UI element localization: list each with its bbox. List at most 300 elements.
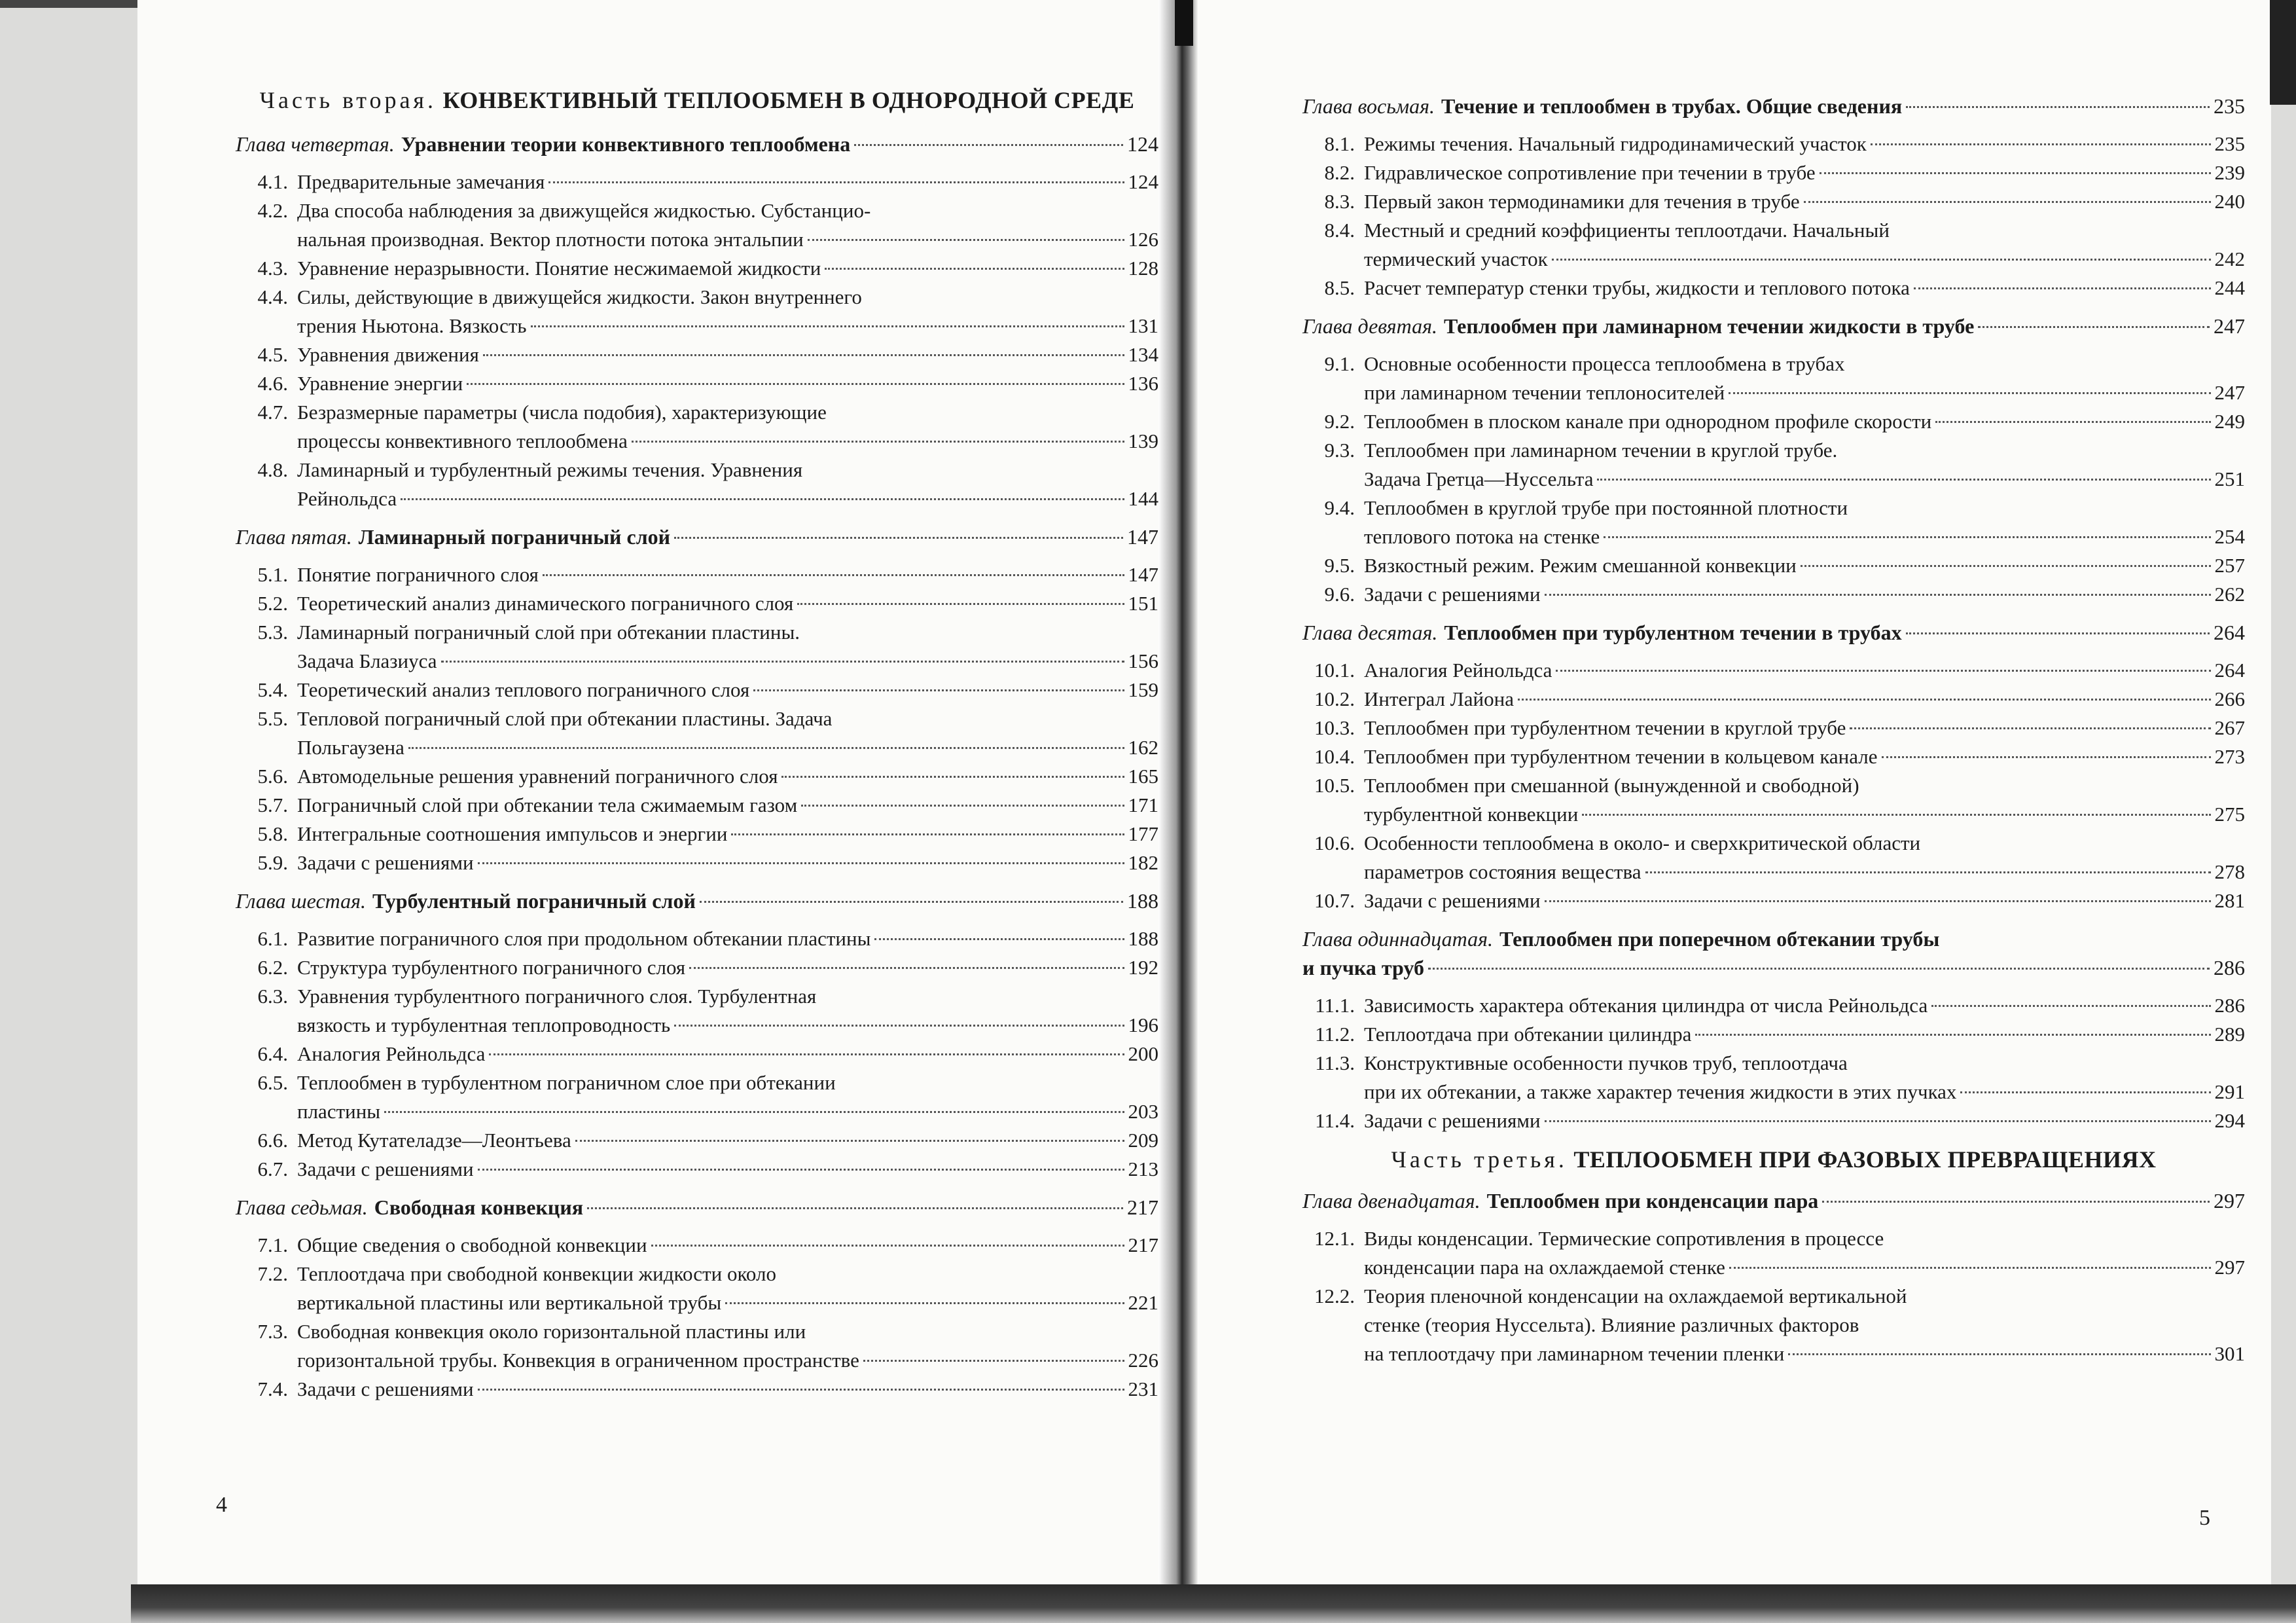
section-text xyxy=(297,1126,1158,1155)
section-number: 6.5. xyxy=(257,1071,288,1094)
dot-leader xyxy=(808,239,1124,241)
toc-entry xyxy=(1302,350,2245,407)
section-line xyxy=(297,848,1158,877)
section-number: 4.6. xyxy=(257,372,288,395)
section-text xyxy=(1364,656,2245,685)
dot-leader xyxy=(1882,756,2211,758)
section-title: на теплоотдачу при ламинарном течении пленки xyxy=(1364,1342,1785,1365)
section-text xyxy=(297,1068,1158,1126)
dot-leader xyxy=(401,498,1124,500)
section-line xyxy=(297,618,1158,647)
section-title: Задача Блазиуса xyxy=(297,649,437,672)
section-title: Теплоотдача при обтекании цилиндра xyxy=(1364,1023,1692,1046)
book-spine xyxy=(1158,0,1198,1623)
section-line xyxy=(297,1155,1158,1184)
section-page: 147 xyxy=(1128,563,1158,586)
section-number: 5.3. xyxy=(257,621,288,644)
toc-entry xyxy=(236,254,1158,283)
chapter-title: Уравнении теории конвективного теплообмена xyxy=(401,132,851,156)
section-page: 128 xyxy=(1128,257,1158,280)
chapter-title: Теплообмен при конденсации пара xyxy=(1486,1189,1819,1213)
section-line xyxy=(297,456,1158,484)
section-line xyxy=(1364,494,2245,522)
section-number: 8.2. xyxy=(1324,161,1355,184)
chapter-label: Глава шестая. xyxy=(236,889,367,913)
left-page xyxy=(137,0,1172,1584)
section-line xyxy=(297,1346,1158,1375)
section-number: 4.2. xyxy=(257,199,288,222)
dot-leader xyxy=(587,1207,1123,1209)
chapter-label: Глава восьмая. xyxy=(1302,94,1435,118)
dot-leader xyxy=(478,862,1124,864)
toc-entry xyxy=(1302,551,2245,580)
section-line xyxy=(1364,187,2245,216)
chapter-block xyxy=(1302,312,2245,609)
section-line xyxy=(1364,1049,2245,1078)
section-line xyxy=(297,369,1158,398)
section-number: 8.5. xyxy=(1324,276,1355,299)
section-text xyxy=(297,820,1158,848)
section-number: 4.5. xyxy=(257,343,288,366)
dot-leader xyxy=(384,1111,1124,1113)
section-text xyxy=(1364,494,2245,551)
section-title: при их обтекании, а также характер течения жидкости в этих пучках xyxy=(1364,1080,1957,1103)
dot-leader xyxy=(689,967,1124,969)
section-number: 5.4. xyxy=(257,678,288,701)
dot-leader xyxy=(467,383,1124,385)
section-title: Местный и средний коэффициенты теплоотдачи. Начальный xyxy=(1364,219,1890,242)
section-page: 278 xyxy=(2214,860,2245,883)
toc-entry xyxy=(236,1126,1158,1155)
section-line xyxy=(1364,685,2245,714)
toc-entry xyxy=(1302,1224,2245,1282)
section-line xyxy=(297,340,1158,369)
section-line xyxy=(1364,407,2245,436)
section-title: Уравнение энергии xyxy=(297,372,463,395)
toc-entry xyxy=(236,1231,1158,1260)
toc-entry xyxy=(236,820,1158,848)
chapter-page: 217 xyxy=(1127,1195,1158,1219)
section-page: 281 xyxy=(2214,889,2245,912)
section-line xyxy=(297,225,1158,254)
toc-entry xyxy=(1302,158,2245,187)
dot-leader xyxy=(674,1025,1124,1027)
section-page: 200 xyxy=(1128,1042,1158,1065)
section-title: турбулентной конвекции xyxy=(1364,803,1579,826)
section-line xyxy=(297,1375,1158,1404)
section-title: Гидравлическое сопротивление при течении в трубе xyxy=(1364,161,1816,184)
right-toc xyxy=(1302,92,2245,1377)
section-title: Теплообмен в плоском канале при однородном профиле скорости xyxy=(1364,410,1932,433)
section-number: 10.7. xyxy=(1314,889,1355,912)
section-number: 5.5. xyxy=(257,707,288,730)
section-title: конденсации пара на охлаждаемой стенке xyxy=(1364,1256,1725,1279)
dot-leader xyxy=(408,747,1124,749)
section-text xyxy=(297,1375,1158,1404)
section-page: 126 xyxy=(1128,228,1158,251)
section-page: 162 xyxy=(1128,736,1158,759)
section-number: 5.6. xyxy=(257,765,288,788)
dot-leader xyxy=(1804,201,2211,203)
section-title: Интеграл Лайона xyxy=(1364,687,1514,710)
part-three-heading xyxy=(1302,1144,2245,1175)
dot-leader xyxy=(1801,565,2211,567)
section-title: Теплообмен при ламинарном течении в круглой трубе. xyxy=(1364,439,1838,462)
section-number: 10.2. xyxy=(1314,687,1355,710)
section-title: Виды конденсации. Термические сопротивления в процессе xyxy=(1364,1227,1884,1250)
left-chapters xyxy=(236,130,1158,1404)
section-text xyxy=(1364,886,2245,915)
section-line xyxy=(297,733,1158,762)
dot-leader xyxy=(1695,1034,2210,1036)
toc-entry xyxy=(1302,494,2245,551)
section-line xyxy=(1364,216,2245,245)
section-number: 7.1. xyxy=(257,1233,288,1256)
section-number: 10.1. xyxy=(1314,659,1355,682)
dot-leader xyxy=(1597,479,2210,481)
chapter-block xyxy=(236,886,1158,1184)
section-page: 294 xyxy=(2214,1109,2245,1132)
section-title: Пограничный слой при обтекании тела сжимаемым газом xyxy=(297,793,798,816)
section-text xyxy=(297,953,1158,982)
dot-leader xyxy=(651,1245,1124,1247)
section-page: 209 xyxy=(1128,1129,1158,1152)
section-page: 134 xyxy=(1128,343,1158,366)
toc-entry xyxy=(1302,714,2245,742)
chapter-block xyxy=(1302,618,2245,915)
dot-leader xyxy=(825,268,1124,270)
spine-dark-mark xyxy=(1175,0,1193,46)
chapter-page: 188 xyxy=(1127,889,1158,913)
section-line xyxy=(1364,465,2245,494)
section-page: 231 xyxy=(1128,1377,1158,1400)
scan-bottom-band xyxy=(131,1584,2296,1623)
section-text xyxy=(1364,1020,2245,1049)
section-number: 11.2. xyxy=(1315,1023,1355,1046)
section-text xyxy=(297,1040,1158,1068)
section-number: 8.3. xyxy=(1324,190,1355,213)
section-title: Режимы течения. Начальный гидродинамический участок xyxy=(1364,132,1867,155)
section-number: 5.8. xyxy=(257,822,288,845)
section-text xyxy=(1364,685,2245,714)
part-label: Часть третья. xyxy=(1391,1146,1568,1173)
section-title: трения Ньютона. Вязкость xyxy=(297,314,527,337)
dot-leader xyxy=(548,181,1124,183)
section-number: 9.3. xyxy=(1324,439,1355,462)
dot-leader xyxy=(1545,900,2211,902)
section-title: стенке (теория Нуссельта). Влияние различных факторов xyxy=(1364,1313,1859,1336)
chapter-title: Теплообмен при поперечном обтекании трубы xyxy=(1499,927,1940,951)
section-title: Два способа наблюдения за движущейся жидкостью. Субстанцио- xyxy=(297,199,871,222)
section-line xyxy=(1364,886,2245,915)
dot-leader xyxy=(441,661,1124,663)
toc-entry xyxy=(1302,436,2245,494)
section-line xyxy=(297,820,1158,848)
section-title: Теплообмен при смешанной (вынужденной и свободной) xyxy=(1364,774,1859,797)
section-title: Расчет температур стенки трубы, жидкости и теплового потока xyxy=(1364,276,1910,299)
section-line xyxy=(1364,245,2245,274)
section-title: вязкость и турбулентная теплопроводность xyxy=(297,1013,671,1036)
section-title: Теория пленочной конденсации на охлаждаемой вертикальной xyxy=(1364,1285,1907,1307)
section-line xyxy=(1364,158,2245,187)
chapter-block xyxy=(1302,1186,2245,1368)
section-title: Задачи с решениями xyxy=(1364,583,1541,606)
toc-entry xyxy=(1302,580,2245,609)
section-title: Развитие пограничного слоя при продольном обтекании пластины xyxy=(297,927,871,950)
toc-entry xyxy=(236,924,1158,953)
toc-entry xyxy=(1302,187,2245,216)
section-page: 239 xyxy=(2214,161,2245,184)
section-line xyxy=(297,254,1158,283)
chapter-heading xyxy=(236,522,1158,551)
toc-entry xyxy=(236,456,1158,513)
dot-leader xyxy=(543,574,1124,576)
section-page: 264 xyxy=(2214,659,2245,682)
section-line xyxy=(1364,1253,2245,1282)
section-number: 10.4. xyxy=(1314,745,1355,768)
section-number: 6.7. xyxy=(257,1158,288,1180)
section-title: Задачи с решениями xyxy=(297,1158,474,1180)
dot-leader xyxy=(725,1302,1124,1304)
section-line xyxy=(1364,742,2245,771)
section-page: 242 xyxy=(2214,247,2245,270)
section-line xyxy=(297,484,1158,513)
section-page: 249 xyxy=(2214,410,2245,433)
chapter-page: 264 xyxy=(2214,621,2245,644)
section-page: 291 xyxy=(2214,1080,2245,1103)
section-title: Уравнения движения xyxy=(297,343,479,366)
section-page: 235 xyxy=(2214,132,2245,155)
toc-entry xyxy=(236,196,1158,254)
section-page: 196 xyxy=(1128,1013,1158,1036)
chapter-title: Ламинарный пограничный слой xyxy=(358,525,671,549)
section-title: Ламинарный пограничный слой при обтекании пластины. xyxy=(297,621,800,644)
toc-entry xyxy=(1302,1049,2245,1106)
toc-entry xyxy=(236,1040,1158,1068)
section-title: Метод Кутателадзе—Леонтьева xyxy=(297,1129,571,1152)
section-line xyxy=(1364,551,2245,580)
dot-leader xyxy=(1960,1091,2210,1093)
section-title: Тепловой пограничный слой при обтекании пластины. Задача xyxy=(297,707,833,730)
chapter-page: 124 xyxy=(1127,132,1158,156)
section-line xyxy=(297,647,1158,676)
toc-entry xyxy=(1302,216,2245,274)
section-number: 6.2. xyxy=(257,956,288,979)
section-text xyxy=(1364,580,2245,609)
dot-leader xyxy=(1552,259,2211,261)
section-page: 182 xyxy=(1128,851,1158,874)
section-line xyxy=(297,704,1158,733)
chapter-page: 147 xyxy=(1127,525,1158,549)
section-text xyxy=(297,589,1158,618)
section-line xyxy=(297,196,1158,225)
section-text xyxy=(297,398,1158,456)
section-number: 8.1. xyxy=(1324,132,1355,155)
section-line xyxy=(1364,1078,2245,1106)
chapter-page: 286 xyxy=(2214,956,2245,979)
section-line xyxy=(297,589,1158,618)
part-title: ТЕПЛООБМЕН ПРИ ФАЗОВЫХ ПРЕВРАЩЕНИЯХ xyxy=(1573,1146,2157,1173)
section-page: 266 xyxy=(2214,687,2245,710)
section-page: 213 xyxy=(1128,1158,1158,1180)
section-title: теплового потока на стенке xyxy=(1364,525,1600,548)
section-page: 139 xyxy=(1128,429,1158,452)
scan-edge-dark xyxy=(2270,0,2296,105)
section-text xyxy=(1364,407,2245,436)
section-line xyxy=(1364,1224,2245,1253)
section-text xyxy=(297,982,1158,1040)
chapter-label: Глава девятая. xyxy=(1302,314,1438,338)
chapter-label: Глава пятая. xyxy=(236,525,352,549)
section-line xyxy=(1364,130,2245,158)
section-title: Автомодельные решения уравнений пограничного слоя xyxy=(297,765,778,788)
section-title: Вязкостный режим. Режим смешанной конвекции xyxy=(1364,554,1797,577)
toc-entry xyxy=(236,618,1158,676)
section-line xyxy=(1364,580,2245,609)
dot-leader xyxy=(1729,392,2210,394)
section-text xyxy=(297,848,1158,877)
section-text xyxy=(1364,436,2245,494)
chapter-title-cont: и пучка труб xyxy=(1302,956,1424,979)
section-line xyxy=(297,1231,1158,1260)
chapter-heading xyxy=(1302,924,2245,982)
section-text xyxy=(1364,1106,2245,1135)
section-title: Задача Гретца—Нуссельта xyxy=(1364,467,1594,490)
dot-leader xyxy=(489,1053,1124,1055)
section-number: 12.1. xyxy=(1314,1227,1355,1250)
chapter-label: Глава седьмая. xyxy=(236,1195,368,1219)
section-title: параметров состояния вещества xyxy=(1364,860,1641,883)
section-line xyxy=(297,312,1158,340)
section-title: Силы, действующие в движущейся жидкости. Закон внутреннего xyxy=(297,285,862,308)
dot-leader xyxy=(1645,871,2211,873)
section-title: Уравнения турбулентного пограничного слоя. Турбулентная xyxy=(297,985,817,1008)
section-line xyxy=(1364,800,2245,829)
section-page: 192 xyxy=(1128,956,1158,979)
section-page: 171 xyxy=(1128,793,1158,816)
section-number: 11.4. xyxy=(1315,1109,1355,1132)
toc-entry xyxy=(236,340,1158,369)
section-title: Теплоотдача при свободной конвекции жидкости около xyxy=(297,1262,776,1285)
dot-leader xyxy=(1978,326,2210,328)
chapter-title: Течение и теплообмен в трубах. Общие сведения xyxy=(1441,94,1903,118)
section-number: 9.5. xyxy=(1324,554,1355,577)
section-page: 177 xyxy=(1128,822,1158,845)
section-text xyxy=(1364,714,2245,742)
section-title: Первый закон термодинамики для течения в трубе xyxy=(1364,190,1800,213)
toc-entry xyxy=(236,1068,1158,1126)
section-page: 301 xyxy=(2214,1342,2245,1365)
left-toc xyxy=(236,85,1158,1413)
section-text xyxy=(297,676,1158,704)
part-label: Часть вторая. xyxy=(259,87,437,113)
section-title: Структура турбулентного пограничного слоя xyxy=(297,956,686,979)
section-page: 262 xyxy=(2214,583,2245,606)
section-page: 251 xyxy=(2214,467,2245,490)
section-page: 240 xyxy=(2214,190,2245,213)
section-line xyxy=(297,1011,1158,1040)
section-line xyxy=(1364,656,2245,685)
section-number: 5.1. xyxy=(257,563,288,586)
section-text xyxy=(1364,187,2245,216)
dot-leader xyxy=(1906,106,2210,108)
dot-leader xyxy=(1545,594,2211,596)
section-title: Теоретический анализ динамического пограничного слоя xyxy=(297,592,794,615)
section-text xyxy=(297,340,1158,369)
toc-entry xyxy=(236,676,1158,704)
section-page: 144 xyxy=(1128,487,1158,510)
section-page: 188 xyxy=(1128,927,1158,950)
section-page: 203 xyxy=(1128,1100,1158,1123)
chapter-title: Теплообмен при турбулентном течении в трубах xyxy=(1444,621,1902,644)
section-title: Задачи с решениями xyxy=(1364,889,1541,912)
section-text xyxy=(1364,771,2245,829)
section-number: 5.7. xyxy=(257,793,288,816)
section-page: 151 xyxy=(1128,592,1158,615)
section-number: 11.3. xyxy=(1315,1051,1355,1074)
section-title: Понятие пограничного слоя xyxy=(297,563,539,586)
part-two-heading xyxy=(236,85,1158,115)
dot-leader xyxy=(797,603,1124,605)
chapter-block xyxy=(1302,92,2245,302)
dot-leader xyxy=(1871,143,2211,145)
dot-leader xyxy=(1931,1005,2210,1007)
section-number: 5.9. xyxy=(257,851,288,874)
dot-leader xyxy=(1604,536,2210,538)
section-line xyxy=(1364,522,2245,551)
chapter-page: 247 xyxy=(2214,314,2245,338)
dot-leader xyxy=(1556,670,2210,672)
section-number: 12.2. xyxy=(1314,1285,1355,1307)
dot-leader xyxy=(478,1389,1124,1391)
toc-entry xyxy=(1302,130,2245,158)
section-text xyxy=(297,1317,1158,1375)
toc-entry xyxy=(1302,274,2245,302)
section-title: Свободная конвекция около горизонтальной пластины или xyxy=(297,1320,806,1343)
section-text xyxy=(1364,991,2245,1020)
section-text xyxy=(297,1231,1158,1260)
section-title: Конструктивные особенности пучков труб, теплоотдача xyxy=(1364,1051,1848,1074)
section-title: Теплообмен при турбулентном течении в кольцевом канале xyxy=(1364,745,1878,768)
dot-leader xyxy=(575,1140,1124,1142)
dot-leader xyxy=(854,144,1123,146)
toc-entry xyxy=(236,982,1158,1040)
chapter-title: Свободная конвекция xyxy=(374,1195,584,1219)
section-title: Общие сведения о свободной конвекции xyxy=(297,1233,647,1256)
section-line xyxy=(297,1288,1158,1317)
toc-entry xyxy=(1302,1106,2245,1135)
section-page: 136 xyxy=(1128,372,1158,395)
section-text xyxy=(1364,829,2245,886)
section-page: 156 xyxy=(1128,649,1158,672)
section-number: 6.4. xyxy=(257,1042,288,1065)
section-line xyxy=(297,1317,1158,1346)
section-text xyxy=(1364,1049,2245,1106)
dot-leader xyxy=(478,1169,1124,1171)
toc-entry xyxy=(1302,886,2245,915)
chapter-heading xyxy=(1302,92,2245,120)
toc-entry xyxy=(1302,685,2245,714)
section-text xyxy=(297,283,1158,340)
toc-entry xyxy=(1302,742,2245,771)
section-page: 247 xyxy=(2214,381,2245,404)
section-line xyxy=(1364,1020,2245,1049)
section-number: 6.6. xyxy=(257,1129,288,1152)
section-number: 9.6. xyxy=(1324,583,1355,606)
section-text xyxy=(297,618,1158,676)
section-number: 4.4. xyxy=(257,285,288,308)
section-number: 4.8. xyxy=(257,458,288,481)
